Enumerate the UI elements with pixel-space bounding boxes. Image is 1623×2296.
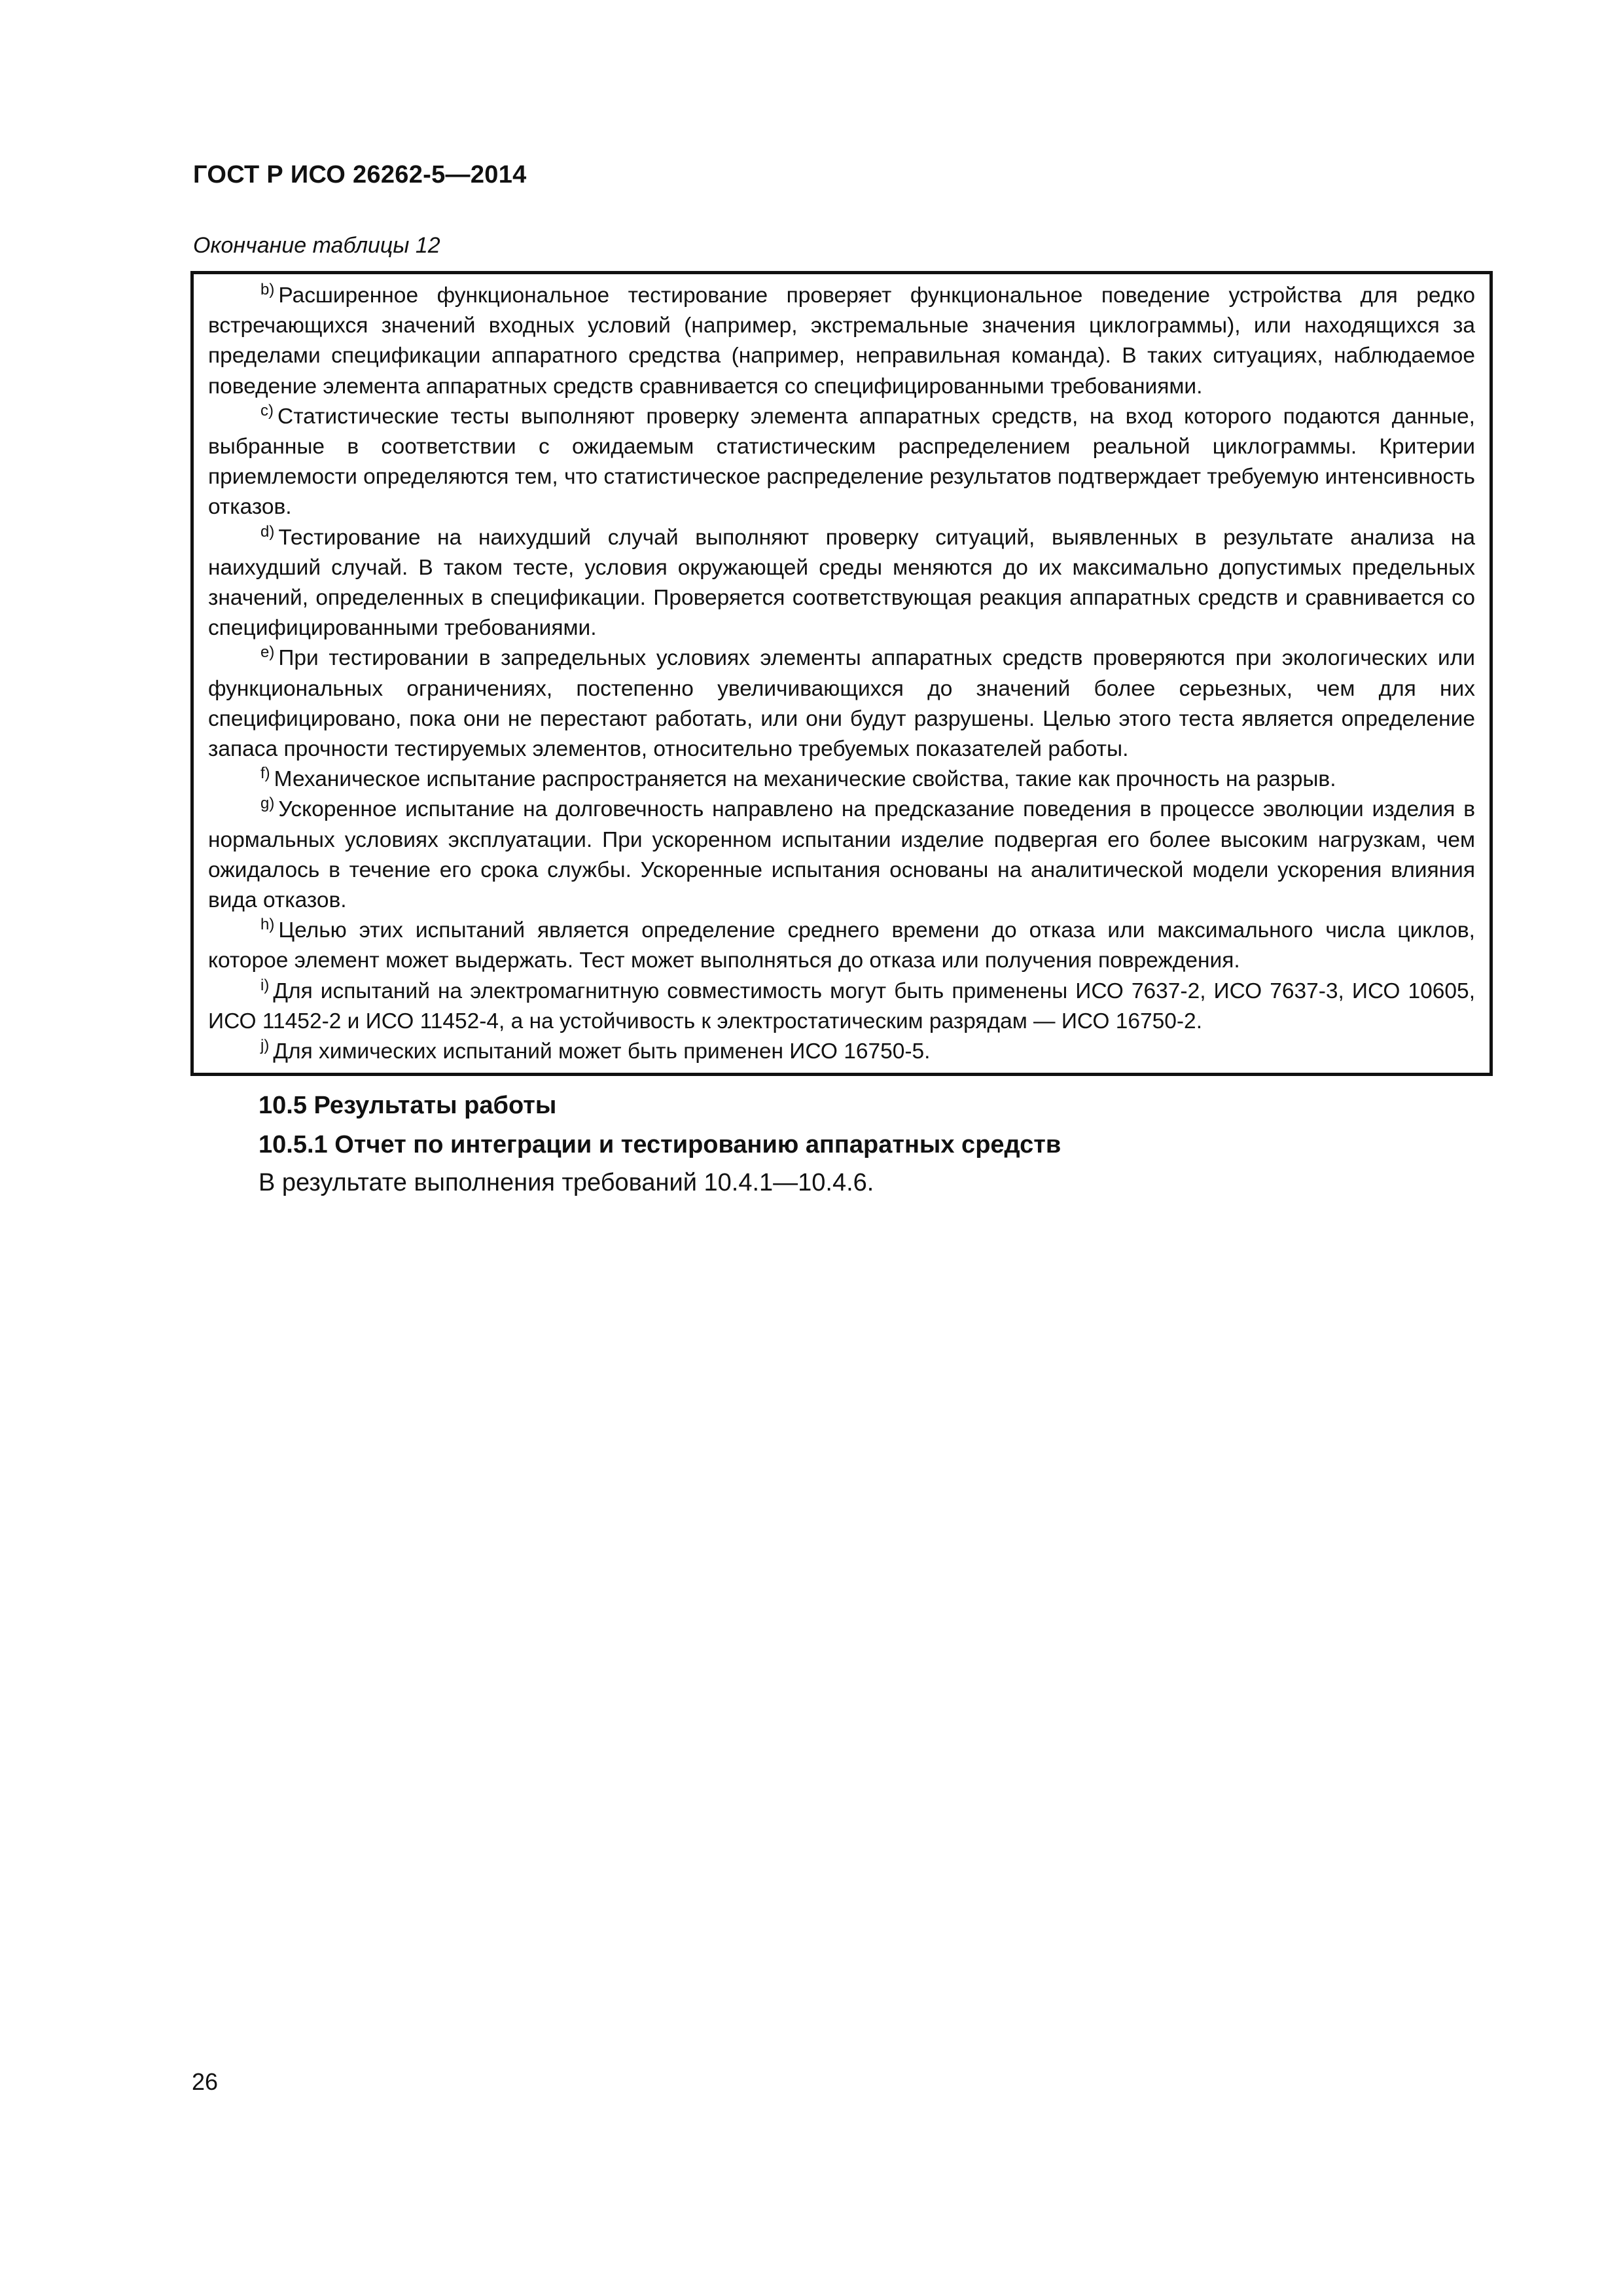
note-marker: c)	[260, 401, 274, 420]
section-title: 10.5 Результаты работы	[259, 1092, 557, 1119]
document-header: ГОСТ Р ИСО 26262-5—2014	[193, 161, 527, 188]
table-note	[208, 281, 1475, 402]
table-note	[208, 977, 1475, 1037]
table-note	[208, 1037, 1475, 1067]
note-text: При тестировании в запредельных условиях элементы аппаратных средств проверяются при экологических или функциональных ограничениях, постепенно увеличивающихся до значений более серьезных, чем для них специфицировано, пока они не перестают работать, или они будут разрушены. Целью этого теста является определение запаса прочности тестируемых элементов, относительно требуемых показателей работы.	[208, 646, 1475, 762]
note-text: Ускоренное испытание на долговечность направлено на предсказание поведения в процессе эволюции изделия в нормальных условиях эксплуатации. При ускоренном испытании изделие подвергая его более высоким нагрузкам, чем ожидалось в течение его срока службы. Ускоренные испытания основаны на аналитической модели ускорения влияния вида отказов.	[208, 797, 1475, 913]
note-marker: d)	[260, 522, 275, 541]
note-text: Для испытаний на электромагнитную совместимость могут быть применены ИСО 7637-2, ИСО 7637-3, ИСО 10605, ИСО 11452-2 и ИСО 11452-4, а на устойчивость к электростатическим разрядам — ИСО 16750-2.	[208, 978, 1475, 1033]
section-body-text: В результате выполнения требований 10.4.1—10.4.6.	[259, 1169, 874, 1196]
note-marker: g)	[260, 795, 275, 813]
table-note	[208, 916, 1475, 976]
note-marker: f)	[260, 764, 270, 783]
note-text: Тестирование на наихудший случай выполняют проверку ситуаций, выявленных в результате анализа на наихудший случай. В таком тесте, условия окружающей среды меняются до их максимально допустимых предельных значений, определенных в спецификации. Проверяется соответствующая реакция аппаратных средств и сравнивается со специфицированными требованиями.	[208, 525, 1475, 641]
note-marker: b)	[260, 281, 275, 298]
note-marker: j)	[260, 1037, 270, 1055]
note-text: Статистические тесты выполняют проверку элемента аппаратных средств, на вход которого подаются данные, выбранные в соответствии с ожидаемым статистическим распределением реальной циклограммы. Критерии приемлемости определяются тем, что статистическое распределение результатов подтверждает требуемую интенсивность отказов.	[208, 404, 1475, 520]
page-number: 26	[192, 2068, 219, 2095]
table-note	[208, 402, 1475, 523]
subsection-title: 10.5.1 Отчет по интеграции и тестированию аппаратных средств	[259, 1131, 1061, 1158]
table-caption: Окончание таблицы 12	[193, 233, 440, 258]
note-marker: i)	[260, 976, 270, 994]
table-note	[208, 795, 1475, 916]
table-note	[208, 643, 1475, 764]
table-note	[208, 764, 1475, 795]
note-text: Расширенное функциональное тестирование проверяет функциональное поведение устройства для редко встречающихся значений входных условий (например, экстремальные значения циклограммы), или находящихся за пределами спецификации аппаратного средства (например, неправильная команда). В таких ситуациях, наблюдаемое поведение элемента аппаратных средств сравнивается со специфицированными требованиями.	[208, 283, 1475, 399]
note-text: Механическое испытание распространяется на механические свойства, такие как прочность на разрыв.	[274, 767, 1336, 792]
note-marker: e)	[260, 643, 275, 662]
table-notes-box	[190, 271, 1493, 1076]
note-marker: h)	[260, 916, 275, 934]
table-note	[208, 523, 1475, 644]
note-text: Для химических испытаний может быть применен ИСО 16750-5.	[273, 1039, 931, 1064]
note-text: Целью этих испытаний является определение среднего времени до отказа или максимального числа циклов, которое элемент может выдержать. Тест может выполняться до отказа или получения повреждения.	[208, 918, 1475, 973]
